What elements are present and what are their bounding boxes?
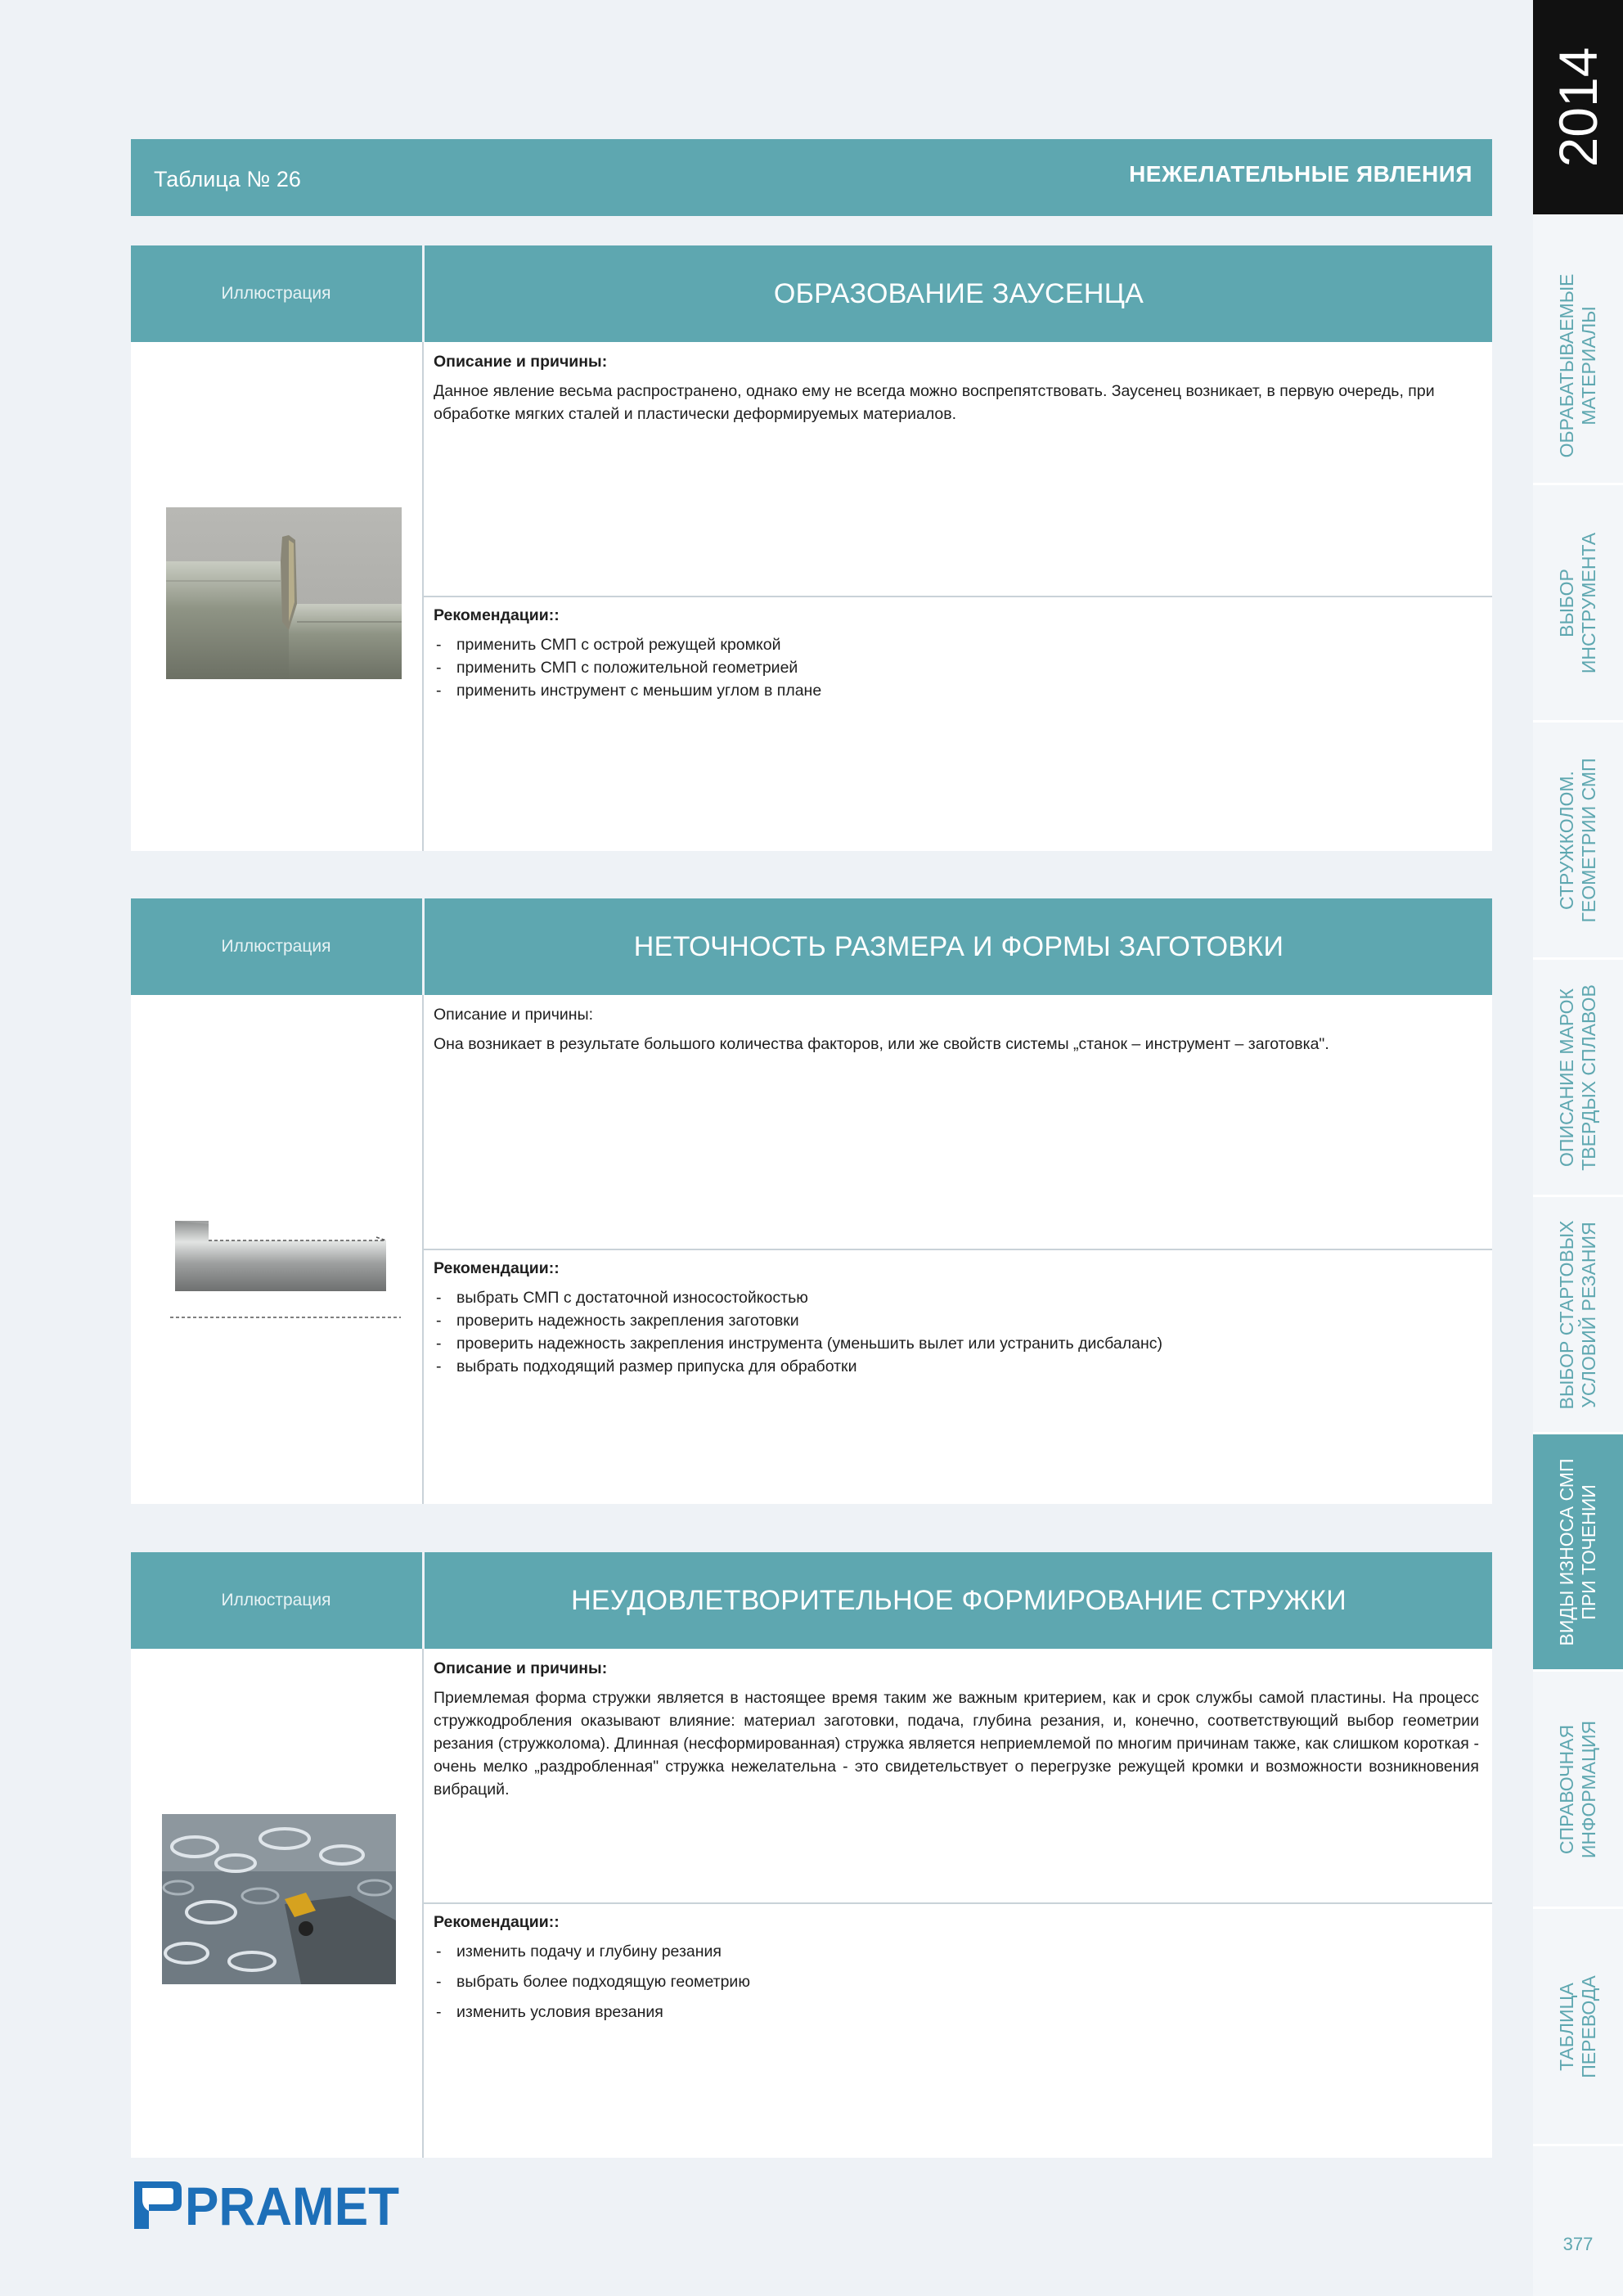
section-header: [131, 1552, 1492, 1649]
section-header: [131, 245, 1492, 342]
sidebar-tab-label: ТАБЛИЦА ПЕРЕВОДА: [1556, 1974, 1599, 2078]
recommendation-item: - проверить надежность закрепления инструмента (уменьшить вылет или устранить дисбаланс): [434, 1332, 1479, 1355]
section-title: НЕУДОВЛЕТВОРИТЕЛЬНОЕ ФОРМИРОВАНИЕ СТРУЖКИ: [571, 1585, 1347, 1616]
recommendations-label: Рекомендации::: [434, 1913, 560, 1931]
description-label: Описание и причины:: [434, 1006, 593, 1024]
table-header-bar: [131, 139, 1492, 216]
sidebar-tab-5[interactable]: [1533, 1197, 1623, 1434]
description-text: Данное явление весьма распространено, однако ему не всегда можно воспрепятствовать. Заусенец возникает, в первую очередь, при обработке мягких сталей и пластически деформируемых материалов.: [434, 382, 1435, 423]
sidebar-tab-6[interactable]: [1533, 1434, 1623, 1672]
description-block: [434, 1003, 1479, 1056]
description-text: Она возникает в результате большого количества факторов, или же свойств системы „станок – инструмент – заготовка".: [434, 1035, 1329, 1053]
recommendations-label: Рекомендации::: [434, 606, 560, 624]
page-number: 377: [1562, 2234, 1594, 2254]
section-title: ОБРАЗОВАНИЕ ЗАУСЕНЦА: [773, 278, 1144, 309]
sidebar-tab-3[interactable]: [1533, 723, 1623, 960]
sidebar-tab-label: ВИДЫ ИЗНОСА СМП ПРИ ТОЧЕНИИ: [1556, 1457, 1599, 1646]
table-number: Таблица № 26: [154, 167, 301, 191]
sidebar-tab-4[interactable]: [1533, 960, 1623, 1197]
recommendation-item: - применить инструмент с меньшим углом в плане: [434, 679, 1479, 702]
recommendation-item: - изменить подачу и глубину резания: [434, 1940, 1479, 1963]
section-dimension-inaccuracy: [131, 898, 1492, 1504]
section-burr-formation: [131, 245, 1492, 851]
recommendations-block: [434, 604, 1479, 702]
section-header: [131, 898, 1492, 995]
section-sidebar: [1533, 0, 1623, 2296]
logo-text: PRAMET: [185, 2178, 399, 2232]
sidebar-tab-label: СПРАВОЧНАЯ ИНФОРМАЦИЯ: [1556, 1720, 1599, 1858]
sidebar-tab-label: СТРУЖКОЛОМ. ГЕОМЕТРИИ СМП: [1556, 757, 1599, 923]
recommendation-item: - выбрать более подходящую геометрию: [434, 1970, 1479, 1993]
table-title: НЕЖЕЛАТЕЛЬНЫЕ ЯВЛЕНИЯ: [1129, 161, 1472, 187]
recommendation-item: - проверить надежность закрепления заготовки: [434, 1309, 1479, 1332]
workpiece-illustration: [164, 1218, 401, 1332]
description-label: Описание и причины:: [434, 1659, 608, 1677]
section-chip-formation: [131, 1552, 1492, 2158]
sidebar-tab-7[interactable]: [1533, 1672, 1623, 1909]
recommendation-item: - выбрать СМП с достаточной износостойкостью: [434, 1286, 1479, 1309]
pramet-logo: [131, 2178, 401, 2232]
description-block: [434, 350, 1479, 425]
sidebar-tab-label: ОБРАБАТЫВАЕМЫЕ МАТЕРИАЛЫ: [1556, 273, 1599, 457]
burr-illustration: [166, 507, 402, 679]
recommendation-item: - применить СМП с острой режущей кромкой: [434, 633, 1479, 656]
chips-illustration: [162, 1814, 396, 1984]
sidebar-tab-1[interactable]: [1533, 248, 1623, 485]
year-text: 2014: [1548, 47, 1608, 168]
sidebar-tab-label: ВЫБОР СТАРТОВЫХ УСЛОВИЙ РЕЗАНИЯ: [1556, 1220, 1599, 1409]
year-badge: [1533, 0, 1623, 214]
recommendation-item: - изменить условия врезания: [434, 2001, 1479, 2024]
recommendations-block: [434, 1257, 1479, 1378]
sidebar-tab-label: ВЫБОР ИНСТРУМЕНТА: [1556, 532, 1599, 673]
sidebar-tab-2[interactable]: [1533, 485, 1623, 723]
recommendation-item: - выбрать подходящий размер припуска для обработки: [434, 1355, 1479, 1378]
illustration-label: Иллюстрация: [221, 284, 331, 303]
recommendations-label: Рекомендации::: [434, 1259, 560, 1277]
recommendations-block: [434, 1911, 1479, 2031]
description-label: Описание и причины:: [434, 353, 608, 371]
sidebar-tab-label: ОПИСАНИЕ МАРОК ТВЕРДЫХ СПЛАВОВ: [1556, 984, 1599, 1171]
sidebar-tab-8[interactable]: [1533, 1909, 1623, 2146]
recommendation-item: - применить СМП с положительной геометрией: [434, 656, 1479, 679]
description-text: Приемлемая форма стружки является в настоящее время таким же важным критерием, как и срок службы самой пластины. На процесс стружкодробления оказывают влияние: материал заготовки, подача, глубина резания, и, конечно, соответствующий выбор геометрии резания (стружколома). Длинная (несформированная) стружка является неприемлемой по многим причинам также, как слишком короткая - очень мелко „раздробленная" стружка нежелательна - это свидетельствует о перегрузке режущей кромки и возможности возникновения вибраций.: [434, 1689, 1479, 1799]
illustration-label: Иллюстрация: [221, 937, 331, 956]
section-title: НЕТОЧНОСТЬ РАЗМЕРА И ФОРМЫ ЗАГОТОВКИ: [633, 931, 1284, 962]
illustration-label: Иллюстрация: [221, 1591, 331, 1609]
description-block: [434, 1657, 1479, 1801]
